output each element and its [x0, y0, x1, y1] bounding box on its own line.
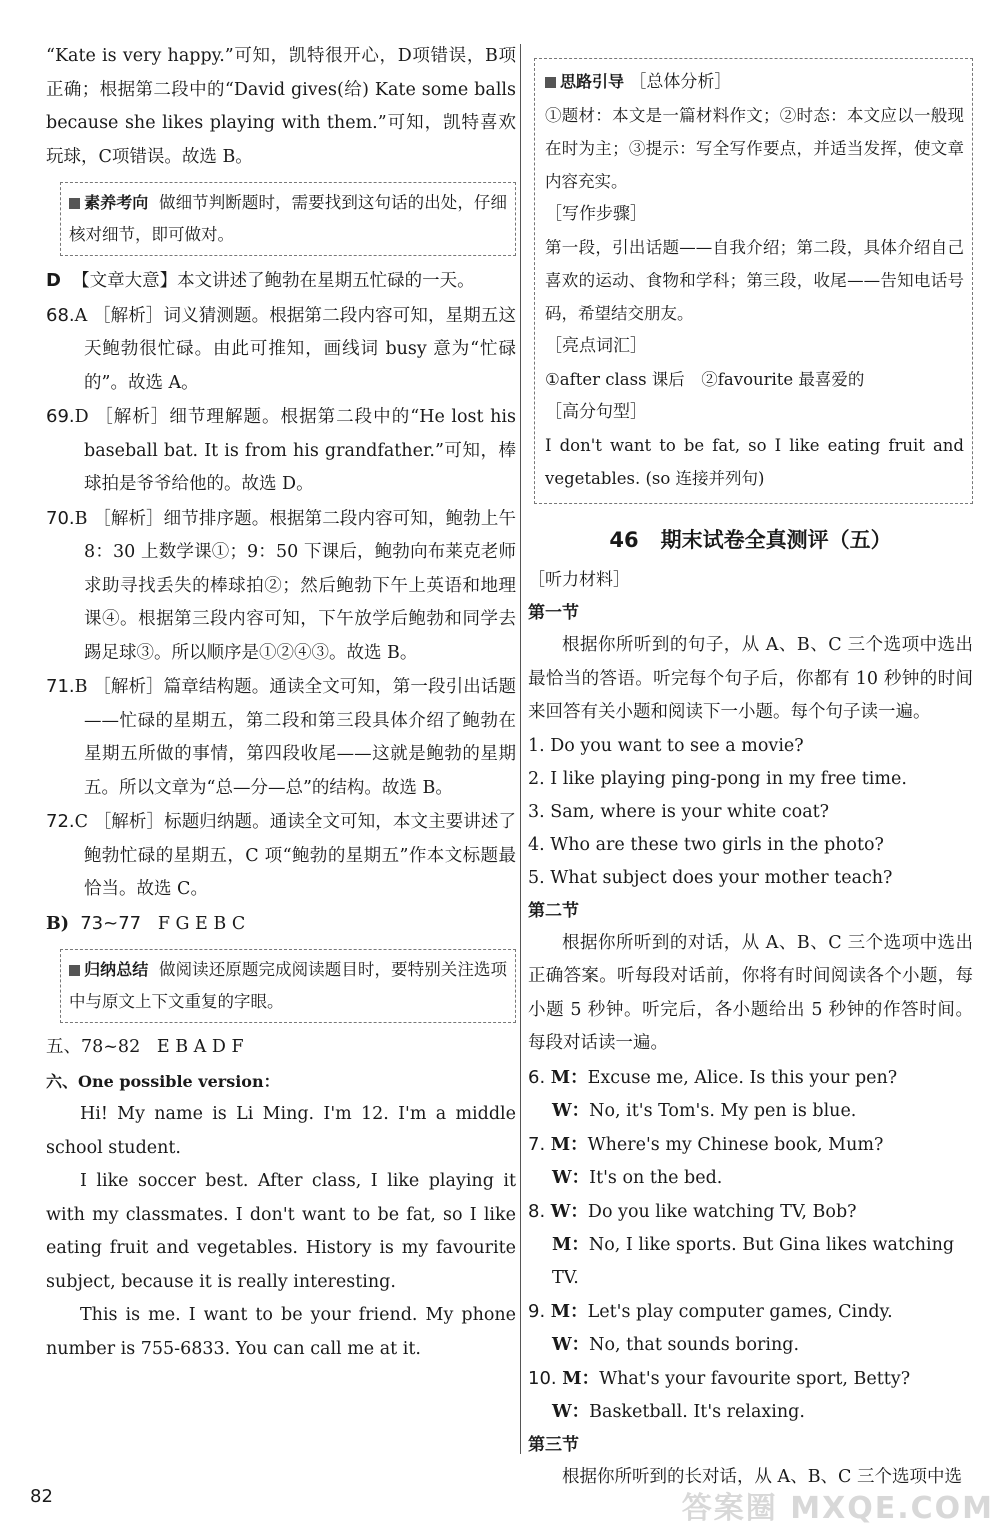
section-b-label: B) — [46, 913, 70, 934]
guide-heading-vocab: ［亮点词汇］ — [545, 336, 647, 356]
essay-paragraph: I like soccer best. After class, I like playing it with my classmates. I don't want to be fat, so I like eating fruit and vegetables. History is my favourite subject, because it is really interesting. — [46, 1171, 516, 1292]
item-answer: D — [74, 407, 89, 427]
dialog-line — [528, 1128, 973, 1162]
dialog-line — [528, 1095, 973, 1128]
item-explanation: ［解析］标题归纳题。通读全文可知，本文主要讲述了鲍勃忙碌的星期五，C 项“鲍勃的星期五”作本文标题最恰当。故选 C。 — [84, 812, 516, 899]
tip-label: 归纳总结 — [69, 960, 148, 979]
guide-label: 思路引导 — [545, 72, 624, 91]
page-number: 82 — [30, 1486, 53, 1507]
dialog-text: No, that sounds boring. — [589, 1334, 800, 1355]
section-b-letters: F G E B C — [157, 913, 246, 934]
dialog-text: It's on the bed. — [589, 1167, 723, 1188]
speaker: W： — [552, 1401, 590, 1422]
listening-sentence: 5. What subject does your mother teach? — [528, 867, 893, 888]
dialog-number: 9. — [528, 1300, 546, 1322]
item-answer: B — [74, 508, 88, 529]
dialog-line — [528, 1329, 973, 1362]
dialog-line — [528, 1195, 973, 1229]
speaker: W： — [552, 1167, 590, 1188]
listening-label: ［听力材料］ — [528, 570, 630, 590]
dialog-line — [528, 1061, 973, 1095]
dialog-number: 7. — [528, 1133, 546, 1155]
item-explanation: ［解析］篇章结构题。通读全文可知，第一段引出话题——忙碌的星期五，第二段和第三段具体介绍了鲍勃在星期五所做的事情，第四段收尾——这就是鲍勃的星期五。所以文章为“总—分—总”的结构。故选 B。 — [84, 677, 516, 798]
dialog-number: 8. — [528, 1200, 546, 1222]
dialog-line — [528, 1362, 973, 1396]
passage-d-label: D — [46, 270, 61, 291]
essay-paragraph: Hi! My name is Li Ming. I'm 12. I'm a middle school student. — [46, 1104, 516, 1158]
listening-sentence: 3. Sam, where is your white coat? — [528, 801, 830, 822]
section-3-instructions: 根据你所听到的长对话，从 A、B、C 三个选项中选 — [562, 1466, 963, 1487]
section-1-heading: 第一节 — [528, 603, 579, 623]
item-number: 70. — [46, 507, 75, 529]
section-2-heading: 第二节 — [528, 900, 579, 921]
dialog-text: What's your favourite sport, Betty? — [599, 1368, 911, 1389]
item-answer: B — [74, 677, 88, 697]
dialog-line — [528, 1229, 973, 1295]
guide-heading-overall: ［总体分析］ — [629, 72, 732, 92]
answer-item — [46, 670, 516, 805]
item-number: 68. — [46, 304, 75, 326]
dialog-list — [528, 1061, 973, 1429]
item-explanation: ［解析］细节排序题。根据第二段内容可知，鲍勃上午 8：30 上数学课①；9：50 下课后，鲍勃向布莱克老师求助寻找丢失的棒球拍②；然后鲍勃下午上英语和地理课④。根据第三段内容可知，下午放学后鲍勃和同学去踢足球③。所以顺序是①②④③。故选 B。 — [84, 508, 516, 663]
item-number: 72. — [46, 811, 75, 832]
tip-text: 做阅读还原题完成阅读题目时，要特别关注选项中与原文上下文重复的字眼。 — [69, 960, 507, 1011]
item-answer: A — [74, 305, 88, 326]
speaker: W： — [552, 1334, 590, 1355]
dialog-text: No, I like sports. But Gina likes watching TV. — [552, 1234, 955, 1288]
speaker: M： — [550, 1301, 588, 1322]
column-divider — [520, 44, 521, 1454]
dialog-text: No, it's Tom's. My pen is blue. — [589, 1100, 857, 1121]
tip-label: 素养考向 — [69, 193, 148, 212]
test-title-text: 期末试卷全真测评（五） — [660, 528, 892, 552]
passage-d-summary — [46, 264, 516, 299]
section-5-answers — [46, 1031, 516, 1065]
dialog-number: 10. — [528, 1367, 557, 1389]
item-number: 71. — [46, 676, 75, 697]
tip-box-summary — [60, 949, 516, 1023]
essay-paragraph: This is me. I want to be your friend. My phone number is 755-6833. You can call me at it. — [46, 1305, 516, 1359]
answer-continuation: “Kate is very happy.”可知，凯特很开心，D项错误，B项正确；根据第二段中的“David gives(给) Kate some balls because she likes playing with them.”可知，凯特喜欢玩球，C项错误。故选 B。 — [46, 46, 516, 167]
answer-item — [46, 400, 516, 502]
answer-item — [46, 805, 516, 907]
item-explanation: ［解析］细节理解题。根据第二段中的“He lost his baseball bat. It is from his grandfather.”可知，棒球拍是爷爷给他的。故选 D。 — [84, 407, 516, 494]
right-column — [528, 40, 973, 1494]
item-answer: C — [74, 812, 89, 832]
dialog-text: Let's play computer games, Cindy. — [587, 1301, 893, 1322]
test-number: 46 — [609, 528, 639, 552]
test-title — [528, 524, 973, 554]
dialog-text: Do you like watching TV, Bob? — [587, 1201, 857, 1222]
answer-list — [46, 299, 516, 907]
answer-item — [46, 502, 516, 671]
tip-text: 做细节判断题时，需要找到这句话的出处，仔细核对细节，即可做对。 — [69, 193, 507, 244]
section-2-instructions: 根据你所听到的对话，从 A、B、C 三个选项中选出正确答案。听每段对话前，你将有时间阅读各个小题，每小题 5 秒钟。听完后，各小题给出 5 秒钟的作答时间。每段对话读一遍。 — [528, 932, 973, 1053]
answer-item — [46, 299, 516, 401]
speaker: W： — [550, 1201, 588, 1222]
listening-sentence: 4. Who are these two girls in the photo? — [528, 834, 884, 855]
guide-heading-sentence: ［高分句型］ — [545, 402, 647, 422]
listening-sentence: 1. Do you want to see a movie? — [528, 735, 804, 756]
dialog-text: Excuse me, Alice. Is this your pen? — [587, 1067, 898, 1088]
guide-text-overall: ①题材：本文是一篇材料作文；②时态：本文应以一般现在时为主；③提示：写全写作要点，并适当发挥，使文章内容充实。 — [545, 106, 964, 191]
dialog-text: Where's my Chinese book, Mum? — [587, 1134, 884, 1155]
left-column — [46, 40, 516, 1366]
tip-box-literacy — [60, 182, 516, 256]
passage-d-text: 【文章大意】本文讲述了鲍勃在星期五忙碌的一天。 — [72, 271, 475, 291]
dialog-line — [528, 1162, 973, 1195]
writing-guide-box — [534, 58, 973, 504]
guide-heading-steps: ［写作步骤］ — [545, 204, 647, 224]
watermark-logo: 答案圈 MXQE.COM — [681, 1491, 994, 1526]
item-number: 69. — [46, 406, 75, 427]
section-5-letters: E B A D F — [156, 1037, 244, 1057]
guide-text-vocab: ①after class 课后 ②favourite 最喜爱的 — [545, 370, 865, 389]
section-6-label: 六、One possible version： — [46, 1071, 280, 1091]
section-5-label: 五、78~82 — [46, 1037, 141, 1057]
speaker: M： — [562, 1368, 600, 1389]
guide-text-sentence: I don't want to be fat, so I like eating fruit and vegetables. (so 连接并列句) — [545, 436, 964, 488]
section-1-instructions: 根据你所听到的句子，从 A、B、C 三个选项中选出最恰当的答语。听完每个句子后，你都有 10 秒钟的时间来回答有关小题和阅读下一小题。每个句子读一遍。 — [528, 635, 973, 722]
dialog-line — [528, 1295, 973, 1329]
listening-sentence: 2. I like playing ping-pong in my free time. — [528, 768, 907, 789]
dialog-number: 6. — [528, 1066, 546, 1088]
guide-text-steps: 第一段，引出话题——自我介绍；第二段，具体介绍自己喜欢的运动、食物和学科；第三段，收尾——告知电话号码，希望结交朋友。 — [545, 238, 964, 323]
speaker: M： — [552, 1234, 589, 1255]
speaker: M： — [550, 1134, 588, 1155]
dialog-text: Basketball. It's relaxing. — [589, 1401, 805, 1422]
section-3-heading: 第三节 — [528, 1434, 579, 1455]
section-b-answers — [46, 907, 516, 942]
section-b-range: 73~77 — [80, 912, 142, 934]
speaker: W： — [552, 1100, 590, 1121]
dialog-line — [528, 1396, 973, 1429]
item-explanation: ［解析］词义猜测题。根据第二段内容可知，星期五这天鲍勃很忙碌。由此可推知，画线词 busy 意为“忙碌的”。故选 A。 — [84, 305, 516, 393]
speaker: M： — [550, 1067, 588, 1088]
